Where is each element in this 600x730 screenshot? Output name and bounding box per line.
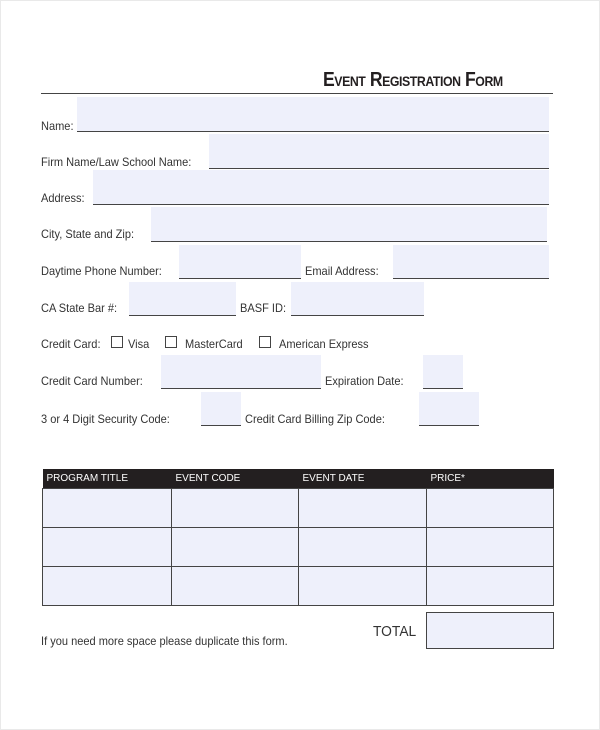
table-header	[43, 469, 554, 489]
firm-label: Firm Name/Law School Name:	[41, 155, 192, 169]
header-event-date: EVENT DATE	[299, 469, 427, 489]
price-cell[interactable]	[427, 528, 554, 567]
program-title-cell[interactable]	[43, 489, 172, 528]
billing-zip-label: Credit Card Billing Zip Code:	[245, 412, 385, 426]
note-text: If you need more space please duplicate this form.	[41, 634, 288, 648]
cc-number-field[interactable]	[161, 355, 321, 389]
phone-label: Daytime Phone Number:	[41, 264, 162, 278]
table-row	[43, 567, 554, 606]
name-label: Name:	[41, 119, 74, 133]
event-date-cell[interactable]	[299, 489, 427, 528]
program-title-cell[interactable]	[43, 567, 172, 606]
amex-label: American Express	[279, 337, 369, 351]
expiration-field[interactable]	[423, 355, 463, 389]
city-field[interactable]	[151, 207, 547, 242]
basf-field[interactable]	[291, 282, 424, 316]
header-price: PRICE*	[427, 469, 554, 489]
event-code-cell[interactable]	[172, 567, 299, 606]
table-row	[43, 489, 554, 528]
program-title-cell[interactable]	[43, 528, 172, 567]
header-program-title: PROGRAM TITLE	[43, 469, 172, 489]
security-field[interactable]	[201, 392, 241, 426]
total-label: TOTAL	[373, 623, 417, 640]
price-cell[interactable]	[427, 567, 554, 606]
billing-zip-field[interactable]	[419, 392, 479, 426]
expiration-label: Expiration Date:	[325, 374, 404, 388]
amex-checkbox[interactable]	[259, 336, 271, 348]
event-code-cell[interactable]	[172, 528, 299, 567]
form-page	[1, 1, 599, 729]
bar-label: CA State Bar #:	[41, 301, 118, 315]
cc-number-label: Credit Card Number:	[41, 374, 143, 388]
form-title: Event Registration Form	[323, 69, 503, 91]
basf-label: BASF ID:	[240, 301, 287, 315]
name-field[interactable]	[77, 97, 549, 132]
title-rule	[41, 93, 553, 94]
mastercard-label: MasterCard	[185, 337, 243, 351]
event-code-cell[interactable]	[172, 489, 299, 528]
event-date-cell[interactable]	[299, 528, 427, 567]
bar-field[interactable]	[129, 282, 236, 316]
program-table	[42, 469, 554, 606]
table-row	[43, 528, 554, 567]
credit-card-label: Credit Card:	[41, 337, 101, 351]
price-cell[interactable]	[427, 489, 554, 528]
header-event-code: EVENT CODE	[172, 469, 299, 489]
firm-field[interactable]	[209, 134, 549, 169]
visa-label: Visa	[128, 337, 150, 351]
email-field[interactable]	[393, 245, 549, 279]
total-field[interactable]	[426, 612, 554, 649]
city-label: City, State and Zip:	[41, 227, 135, 241]
address-field[interactable]	[93, 170, 549, 205]
mastercard-checkbox[interactable]	[165, 336, 177, 348]
visa-checkbox[interactable]	[111, 336, 123, 348]
address-label: Address:	[41, 191, 85, 205]
phone-field[interactable]	[179, 245, 301, 279]
event-date-cell[interactable]	[299, 567, 427, 606]
security-label: 3 or 4 Digit Security Code:	[41, 412, 170, 426]
email-label: Email Address:	[305, 264, 379, 278]
